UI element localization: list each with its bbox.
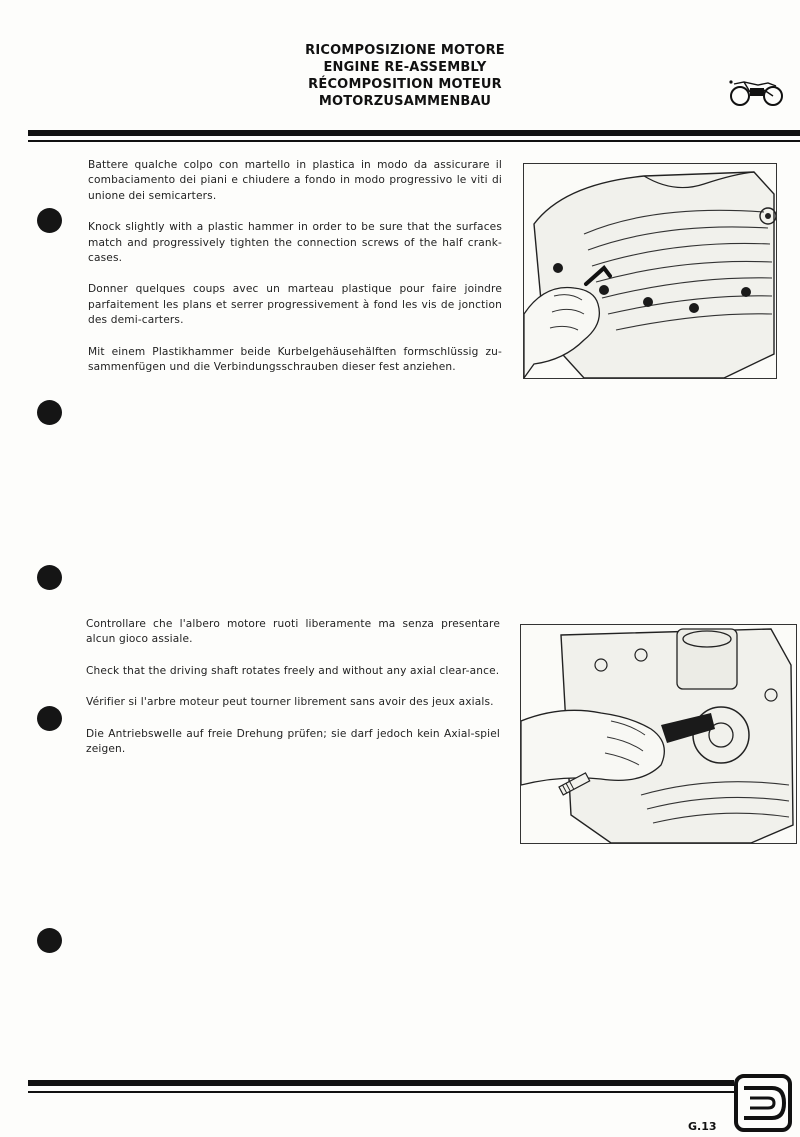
footer-rule-thick [28,1080,734,1086]
paragraph-french: Vérifier si l'arbre moteur peut tourner librement sans avoir des jeux axials. [86,696,494,709]
paragraph-english: Knock slightly with a plastic hammer in order to be sure that the surfaces match and progressively tighten the connection screws of the half crank-cases. [88,221,502,265]
crankcase-tightening-illustration [523,163,777,379]
binder-hole [37,706,62,731]
title-german: MOTORZUSAMMENBAU [318,94,492,109]
paragraph-italian: Controllare che l'albero motore ruoti liberamente ma senza presentare alcun gioco assiale. [86,618,500,646]
title-french: RÉCOMPOSITION MOTEUR [308,77,502,92]
binder-hole [37,208,62,233]
paragraph-german: Mit einem Plastikhammer beide Kurbelgehäusehälften formschlüssig zu-sammenfügen und die Verbindungsschrauben dieser fest anziehen. [88,345,502,374]
driving-shaft-check-illustration [520,624,797,844]
motorcycle-icon [728,74,784,108]
title-english: ENGINE RE-ASSEMBLY [323,60,487,75]
paragraph-german: Die Antriebswelle auf freie Drehung prüfen; sie darf jedoch kein Axial-spiel zeigen. [86,727,500,756]
binder-hole [37,400,62,425]
header-rule-thin [28,140,800,142]
header-titles [240,42,570,110]
header-rule-thick [28,130,800,136]
brand-logo-icon [734,1074,794,1132]
footer-rule-thin [28,1091,734,1093]
section-2-text [86,617,500,773]
paragraph-french: Donner quelques coups avec un marteau plastique pour faire joindre parfaitement les plans et serrer progressivement à fond les vis de jonction des demi-carters. [88,283,502,327]
section-1-text [88,158,502,391]
title-italian: RICOMPOSIZIONE MOTORE [305,43,505,58]
binder-hole [37,928,62,953]
paragraph-english: Check that the driving shaft rotates freely and without any axial clear-ance. [86,664,500,677]
paragraph-italian: Battere qualche colpo con martello in plastica in modo da assicurare il combaciamento dei piani e chiudere a fondo in modo progressivo le viti di unione dei semicarters. [88,159,502,202]
page-number: G.13 [688,1120,717,1133]
binder-hole [37,565,62,590]
